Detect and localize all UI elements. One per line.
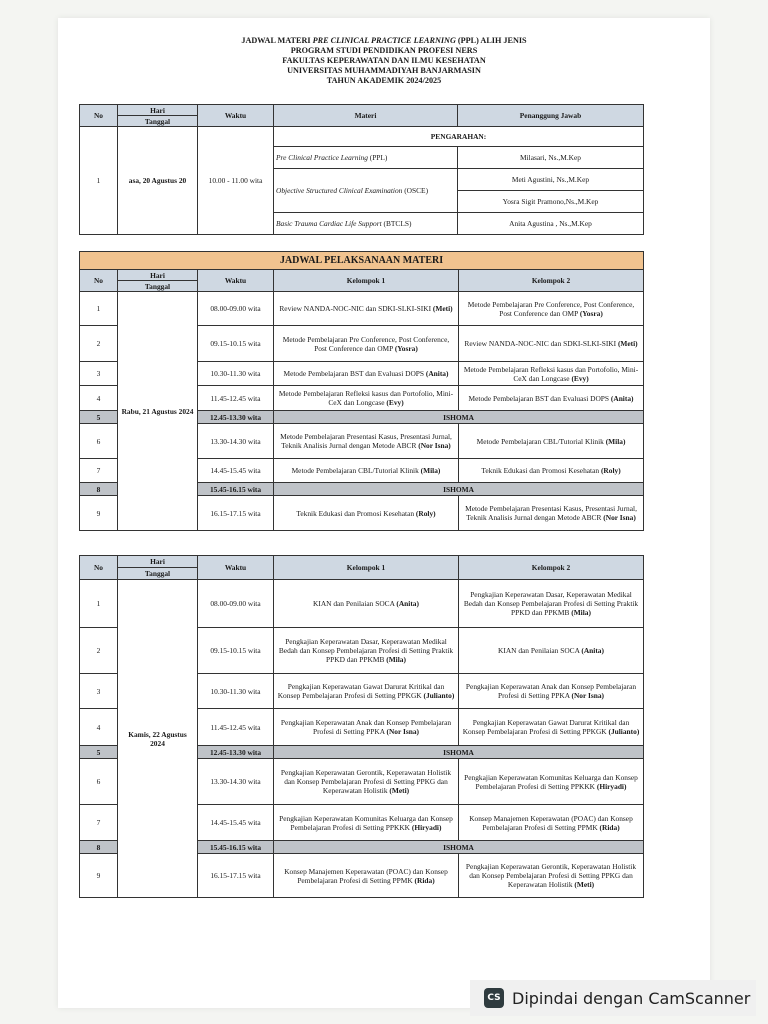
header-line-1c: (PPL) ALIH JENIS (455, 36, 527, 45)
pj-cell: Yosra Sigit Pramono,Ns.,M.Kep (458, 191, 644, 213)
presenter-name: (Anita) (610, 393, 634, 403)
ishoma-label: ISHOMA (274, 841, 644, 854)
materi-text: Metode Pembelajaran Pre Conference, Post Conference, Post Conference dan OMP (282, 334, 450, 353)
presenter-name: (Hiryadi) (411, 822, 442, 832)
kelompok-1-cell (274, 326, 459, 362)
materi-text: Pengkajian Keperawatan Gawat Darurat Kritikal dan Konsep Pembelajaran Profesi di Setting PPKGK (277, 682, 445, 700)
presenter-name: (Meti) (389, 786, 410, 795)
presenter-name: (Nor Isna) (386, 727, 420, 736)
row-no: 1 (80, 292, 118, 326)
col-hari: Hari (118, 105, 198, 116)
materi-cell (274, 213, 458, 235)
presenter-name: (Roly) (600, 466, 621, 475)
kelompok-2-cell (459, 854, 644, 898)
col-waktu: Waktu (198, 556, 274, 580)
col-waktu: Waktu (198, 270, 274, 292)
header-line-4: UNIVERSITAS MUHAMMADIYAH BANJARMASIN (287, 66, 481, 75)
header-line-2: PROGRAM STUDI PENDIDIKAN PROFESI NERS (290, 46, 478, 55)
presenter-name: (Meti) (574, 880, 595, 889)
col-kelompok-2: Kelompok 2 (459, 270, 644, 292)
materi-text: Metode Pembelajaran CBL/Tutorial Klinik (291, 466, 419, 475)
materi-italic: Pre Clinical Practice Learning (276, 153, 368, 162)
row-waktu: 08.00-09.00 wita (198, 580, 274, 628)
col-hari: Hari (118, 556, 198, 568)
materi-text: Konsep Manajemen Keperawatan (POAC) dan Konsep Pembelajaran Profesi di Setting PPMK (284, 866, 448, 885)
ishoma-label: ISHOMA (274, 483, 644, 496)
presenter-name: (Mila) (386, 655, 406, 664)
kelompok-1-cell (274, 362, 459, 386)
col-tanggal: Tanggal (118, 568, 198, 580)
kelompok-1-cell (274, 674, 459, 709)
presenter-name: (Mila) (420, 466, 441, 475)
scanned-page (58, 18, 710, 1008)
materi-text: Pengkajian Keperawatan Gerontik, Keperawatan Holistik dan Konsep Pembelajaran Profesi di Setting PPKG dan Keperawatan Holistik (280, 768, 452, 795)
row-no: 3 (80, 362, 118, 386)
header-line-3: FAKULTAS KEPERAWATAN DAN ILMU KESEHATAN (282, 56, 486, 65)
kelompok-2-cell (459, 496, 644, 531)
materi-text: Metode Pembelajaran CBL/Tutorial Klinik (476, 436, 604, 446)
header-line-1a: JADWAL MATERI (241, 36, 313, 45)
col-materi: Materi (274, 105, 458, 127)
document-header (58, 18, 710, 110)
ishoma-label: ISHOMA (274, 411, 644, 424)
pj-cell: Milasari, Ns.,M.Kep (458, 147, 644, 169)
schedule-caption: JADWAL PELAKSANAAN MATERI (80, 252, 644, 270)
row-no: 5 (80, 411, 118, 424)
row-no: 6 (80, 759, 118, 805)
presenter-name: (Nor Isna) (603, 513, 636, 522)
row-waktu: 08.00-09.00 wita (198, 292, 274, 326)
kelompok-1-cell (274, 424, 459, 459)
presenter-name: (Evy) (386, 398, 404, 407)
materi-text: Metode Pembelajaran Refleksi kasus dan Portofolio, Mini-CeX dan Longcase (463, 364, 639, 383)
row-no: 1 (80, 580, 118, 628)
row-no: 5 (80, 746, 118, 759)
presenter-name: (Nor Isna) (571, 691, 605, 700)
kelompok-2-cell (459, 424, 644, 459)
table-row (80, 580, 644, 628)
kelompok-2-cell (459, 674, 644, 709)
presenter-name: (Rida) (599, 822, 620, 832)
presenter-name: (Julianto) (423, 691, 455, 700)
presenter-name: (Mila) (605, 436, 626, 446)
row-no: 8 (80, 841, 118, 854)
col-no: No (80, 105, 118, 127)
row-waktu: 16.15-17.15 wita (198, 496, 274, 531)
kelompok-1-cell (274, 805, 459, 841)
materi-text: Metode Pembelajaran Pre Conference, Post Conference, Post Conference dan OMP (467, 299, 635, 318)
presenter-name: (Yosra) (394, 343, 418, 353)
kelompok-1-cell (274, 628, 459, 674)
row-waktu: 09.15-10.15 wita (198, 326, 274, 362)
presenter-name: (Hiryadi) (596, 781, 627, 791)
row-waktu: 10.30-11.30 wita (198, 674, 274, 709)
camscanner-watermark (470, 980, 756, 1016)
materi-text: Metode Pembelajaran BST dan Evaluasi DOPS (468, 393, 610, 403)
materi-text: Review NANDA-NOC-NIC dan SDKI-SLKI-SIKI (464, 339, 617, 348)
materi-text: Metode Pembelajaran BST dan Evaluasi DOPS (283, 369, 425, 378)
row-no: 4 (80, 709, 118, 746)
materi-text: Review NANDA-NOC-NIC dan SDKI-SLKI-SIKI (279, 304, 432, 313)
row-no: 9 (80, 496, 118, 531)
materi-suffix: (BTCLS) (381, 219, 412, 228)
header-line-1b: PRE CLINICAL PRACTICE LEARNING (312, 36, 456, 45)
kelompok-2-cell (459, 805, 644, 841)
presenter-name: (Anita) (425, 369, 449, 378)
pengarahan-label: PENGARAHAN: (274, 127, 644, 147)
kelompok-1-cell (274, 854, 459, 898)
materi-cell (274, 147, 458, 169)
row-waktu: 10.00 - 11.00 wita (198, 127, 274, 235)
materi-text: KIAN dan Penilaian SOCA (498, 646, 580, 655)
materi-text: Metode Pembelajaran Presentasi Kasus, Presentasi Jurnal, Teknik Analisis Jurnal dengan Metode ABCR (465, 504, 637, 522)
materi-text: Teknik Edukasi dan Promosi Kesehatan (296, 508, 415, 518)
row-waktu: 16.15-17.15 wita (198, 854, 274, 898)
materi-text: Metode Pembelajaran Refleksi kasus dan Portofolio, Mini-CeX dan Longcase (278, 389, 454, 407)
col-no: No (80, 270, 118, 292)
row-waktu: 09.15-10.15 wita (198, 628, 274, 674)
row-day: Kamis, 22 Agustus 2024 (118, 580, 198, 898)
row-waktu: 12.45-13.30 wita (198, 411, 274, 424)
materi-italic: Objective Structured Clinical Examination (276, 186, 403, 195)
row-day: Rabu, 21 Agustus 2024 (118, 292, 198, 531)
kelompok-1-cell (274, 580, 459, 628)
presenter-name: (Nor Isna) (418, 441, 451, 450)
materi-text: Pengkajian Keperawatan Gawat Darurat Kritikal dan Konsep Pembelajaran Profesi di Setting PPKGK (462, 718, 630, 736)
camscanner-icon: CS (484, 988, 504, 1008)
materi-text: Konsep Manajemen Keperawatan (POAC) dan Konsep Pembelajaran Profesi di Setting PPMK (469, 813, 633, 832)
presenter-name: (Meti) (432, 304, 453, 313)
kelompok-2-cell (459, 628, 644, 674)
ishoma-label: ISHOMA (274, 746, 644, 759)
row-no: 2 (80, 628, 118, 674)
kelompok-2-cell (459, 292, 644, 326)
kelompok-1-cell (274, 292, 459, 326)
row-tanggal: asa, 20 Agustus 20 (118, 127, 198, 235)
row-no: 7 (80, 459, 118, 483)
presenter-name: (Anita) (581, 646, 604, 655)
header-line-1 (58, 36, 710, 46)
presenter-name: (Yosra) (579, 308, 603, 318)
presenter-name: (Rida) (414, 875, 435, 885)
presenter-name: (Mila) (571, 608, 591, 617)
col-no: No (80, 556, 118, 580)
presenter-name: (Anita) (396, 599, 419, 608)
materi-text: Pengkajian Keperawatan Anak dan Konsep Pembelajaran Profesi di Setting PPKA (465, 682, 637, 700)
materi-text: Teknik Edukasi dan Promosi Kesehatan (481, 466, 600, 475)
col-kelompok-2: Kelompok 2 (459, 556, 644, 580)
materi-suffix: (OSCE) (402, 186, 429, 195)
materi-text: Pengkajian Keperawatan Dasar, Keperawatan Medikal Bedah dan Konsep Pembelajaran Profesi di Setting Praktik PPKD dan PPKMB (278, 637, 454, 664)
materi-suffix: (PPL) (367, 153, 388, 162)
row-no: 7 (80, 805, 118, 841)
kelompok-1-cell (274, 759, 459, 805)
materi-text: Pengkajian Keperawatan Anak dan Konsep Pembelajaran Profesi di Setting PPKA (280, 718, 452, 736)
kelompok-2-cell (459, 386, 644, 411)
row-waktu: 11.45-12.45 wita (198, 386, 274, 411)
pj-cell: Anita Agustina , Ns.,M.Kep (458, 213, 644, 235)
kelompok-1-cell (274, 386, 459, 411)
kelompok-2-cell (459, 459, 644, 483)
row-waktu: 10.30-11.30 wita (198, 362, 274, 386)
presenter-name: (Evy) (571, 373, 589, 383)
col-tanggal: Tanggal (118, 281, 198, 292)
kelompok-2-cell (459, 580, 644, 628)
kelompok-2-cell (459, 709, 644, 746)
kelompok-2-cell (459, 759, 644, 805)
table-jadwal-kamis (79, 555, 644, 898)
col-waktu: Waktu (198, 105, 274, 127)
row-waktu: 14.45-15.45 wita (198, 805, 274, 841)
row-waktu: 13.30-14.30 wita (198, 424, 274, 459)
materi-cell (274, 169, 458, 213)
row-no: 2 (80, 326, 118, 362)
presenter-name: (Meti) (617, 339, 638, 348)
col-tanggal: Tanggal (118, 116, 198, 127)
materi-text: KIAN dan Penilaian SOCA (313, 599, 395, 608)
table-jadwal-rabu (79, 251, 644, 531)
row-waktu: 12.45-13.30 wita (198, 746, 274, 759)
materi-italic: Basic Trauma Cardiac Life Support (276, 219, 382, 228)
row-waktu: 14.45-15.45 wita (198, 459, 274, 483)
materi-text: Metode Pembelajaran Presentasi Kasus, Presentasi Jurnal, Teknik Analisis Jurnal dengan Metode ABCR (280, 432, 452, 450)
table-row (80, 292, 644, 326)
row-no: 8 (80, 483, 118, 496)
col-hari: Hari (118, 270, 198, 281)
row-waktu: 11.45-12.45 wita (198, 709, 274, 746)
kelompok-2-cell (459, 326, 644, 362)
row-no: 1 (80, 127, 118, 235)
row-waktu: 13.30-14.30 wita (198, 759, 274, 805)
col-pj: Penanggung Jawab (458, 105, 644, 127)
col-kelompok-1: Kelompok 1 (274, 556, 459, 580)
kelompok-2-cell (459, 362, 644, 386)
row-no: 9 (80, 854, 118, 898)
camscanner-text: Dipindai dengan CamScanner (512, 988, 751, 1008)
row-no: 3 (80, 674, 118, 709)
kelompok-1-cell (274, 709, 459, 746)
materi-text: Pengkajian Keperawatan Gerontik, Keperawatan Holistik dan Konsep Pembelajaran Profesi di Setting PPKG dan Keperawatan Holistik (465, 862, 637, 889)
materi-text: Pengkajian Keperawatan Komunitas Keluarga dan Konsep Pembelajaran Profesi di Setting PPKKK (279, 813, 453, 832)
row-no: 4 (80, 386, 118, 411)
col-kelompok-1: Kelompok 1 (274, 270, 459, 292)
materi-text: Pengkajian Keperawatan Dasar, Keperawatan Medikal Bedah dan Konsep Pembelajaran Profesi di Setting Praktik PPKD dan PPKMB (463, 590, 639, 617)
presenter-name: (Roly) (415, 508, 436, 518)
kelompok-1-cell (274, 496, 459, 531)
row-waktu: 15.45-16.15 wita (198, 841, 274, 854)
kelompok-1-cell (274, 459, 459, 483)
header-line-5: TAHUN AKADEMIK 2024/2025 (326, 76, 442, 85)
table-pengarahan (79, 104, 644, 235)
row-waktu: 15.45-16.15 wita (198, 483, 274, 496)
materi-text: Pengkajian Keperawatan Komunitas Keluarga dan Konsep Pembelajaran Profesi di Setting PPKKK (464, 772, 638, 791)
pj-cell: Meti Agustini, Ns.,M.Kep (458, 169, 644, 191)
row-no: 6 (80, 424, 118, 459)
presenter-name: (Julianto) (608, 727, 640, 736)
